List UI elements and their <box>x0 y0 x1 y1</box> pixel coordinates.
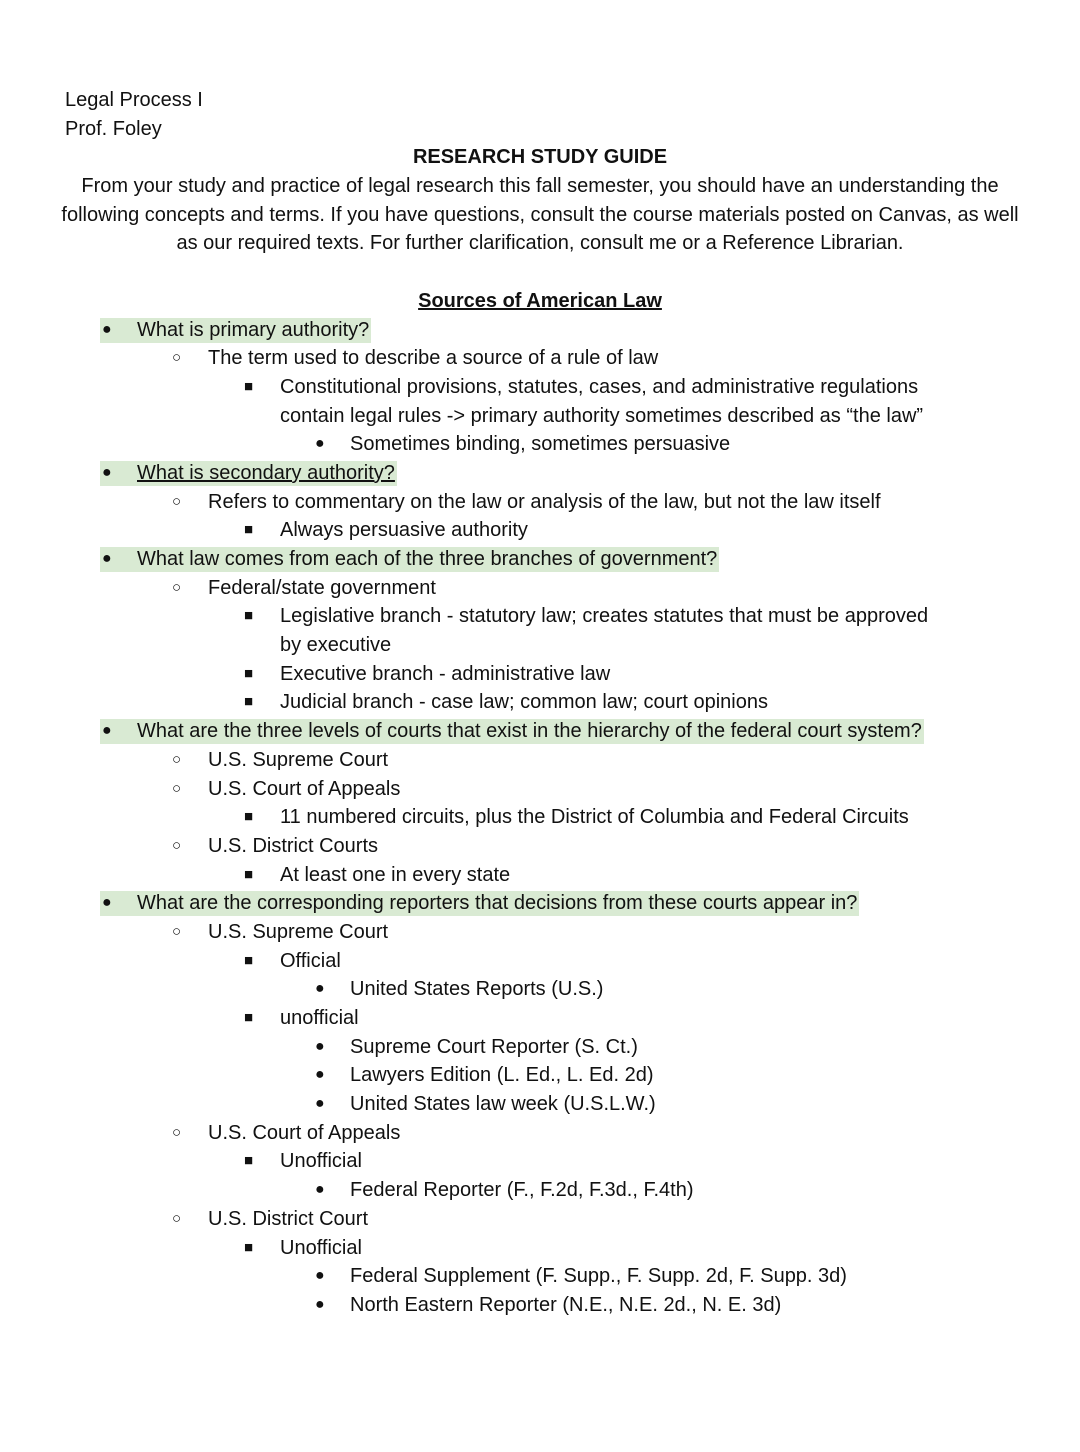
bullet-disc-icon: ● <box>315 1066 325 1084</box>
list-item-text: Supreme Court Reporter (S. Ct.) <box>350 1035 638 1058</box>
list-item-level-3 <box>0 1004 1080 1033</box>
list-item-level-4 <box>0 1033 1080 1062</box>
list-item-level-4 <box>0 1291 1080 1320</box>
bullet-disc-icon: ● <box>315 1037 325 1055</box>
bullet-circle-icon: ○ <box>172 349 182 367</box>
section-heading: Sources of American Law <box>418 289 662 312</box>
list-item-text: Sometimes binding, sometimes persuasive <box>350 433 731 456</box>
list-item-level-3 <box>0 602 1080 631</box>
list-item-level-2 <box>0 832 1080 861</box>
list-item-level-4 <box>0 1061 1080 1090</box>
list-item-level-3 <box>0 402 1080 431</box>
list-item-level-3 <box>0 1147 1080 1176</box>
bullet-square-icon: ■ <box>244 607 254 625</box>
list-item-level-2 <box>0 488 1080 517</box>
list-item-text: The term used to describe a source of a rule of law <box>208 347 659 370</box>
list-item-text: U.S. Supreme Court <box>208 748 389 771</box>
list-item-level-1 <box>0 459 1080 488</box>
list-item-level-1 <box>0 717 1080 746</box>
list-item-level-1 <box>0 545 1080 574</box>
list-item-level-2 <box>0 344 1080 373</box>
bullet-disc-icon: ● <box>315 1181 325 1199</box>
bullet-square-icon: ■ <box>244 664 254 682</box>
bullet-square-icon: ■ <box>244 808 254 826</box>
list-item-level-3 <box>0 631 1080 660</box>
list-item-text: What are the corresponding reporters that decisions from these courts appear in? <box>137 892 858 915</box>
document-page <box>0 86 1080 1320</box>
bullet-square-icon: ■ <box>244 1152 254 1170</box>
document-title: RESEARCH STUDY GUIDE <box>412 146 668 169</box>
bullet-circle-icon: ○ <box>172 1209 182 1227</box>
list-item-level-3 <box>0 1234 1080 1263</box>
list-item-level-2 <box>0 775 1080 804</box>
bullet-disc-icon: ● <box>102 722 112 740</box>
list-item-text: unofficial <box>280 1007 359 1030</box>
list-item-level-2 <box>0 1119 1080 1148</box>
spacer <box>0 258 1080 287</box>
bullet-disc-icon: ● <box>102 550 112 568</box>
list-item-text: 11 numbered circuits, plus the District of Columbia and Federal Circuits <box>280 806 909 829</box>
list-item-text: U.S. Court of Appeals <box>208 1121 401 1144</box>
bullet-disc-icon: ● <box>102 320 112 338</box>
bullet-square-icon: ■ <box>244 377 254 395</box>
list-item-text: What are the three levels of courts that exist in the hierarchy of the federal court system? <box>137 720 922 743</box>
bullet-circle-icon: ○ <box>172 922 182 940</box>
list-item-level-3 <box>0 373 1080 402</box>
list-item-text: United States Reports (U.S.) <box>350 978 604 1001</box>
list-item-text: U.S. District Court <box>208 1207 369 1230</box>
bullet-square-icon: ■ <box>244 865 254 883</box>
bullet-disc-icon: ● <box>315 980 325 998</box>
list-item-text: United States law week (U.S.L.W.) <box>350 1093 656 1116</box>
list-item-text: North Eastern Reporter (N.E., N.E. 2d., N. E. 3d) <box>350 1293 782 1316</box>
bullet-circle-icon: ○ <box>172 492 182 510</box>
bullet-disc-icon: ● <box>315 1267 325 1285</box>
professor-name: Prof. Foley <box>65 117 162 140</box>
bullet-square-icon: ■ <box>244 521 254 539</box>
bullet-square-icon: ■ <box>244 1238 254 1256</box>
list-item-level-2 <box>0 918 1080 947</box>
list-item-text: Legislative branch - statutory law; creates statutes that must be approved <box>280 605 929 628</box>
list-item-level-2 <box>0 1205 1080 1234</box>
list-item-text: Lawyers Edition (L. Ed., L. Ed. 2d) <box>350 1064 654 1087</box>
list-item-text: U.S. Court of Appeals <box>208 777 401 800</box>
bullet-disc-icon: ● <box>102 463 112 481</box>
list-item-level-3 <box>0 516 1080 545</box>
list-item-level-3 <box>0 688 1080 717</box>
list-item-text: by executive <box>280 634 392 657</box>
bullet-square-icon: ■ <box>244 951 254 969</box>
bullet-circle-icon: ○ <box>172 779 182 797</box>
course-name: Legal Process I <box>65 89 203 111</box>
list-item-text: What is primary authority? <box>137 318 370 341</box>
bullet-disc-icon: ● <box>102 894 112 912</box>
bullet-circle-icon: ○ <box>172 836 182 854</box>
list-item-text: Constitutional provisions, statutes, cases, and administrative regulations <box>280 375 919 398</box>
list-item-text: Unofficial <box>280 1236 362 1259</box>
bullet-circle-icon: ○ <box>172 750 182 768</box>
list-item-text: U.S. District Courts <box>208 834 379 857</box>
bullet-circle-icon: ○ <box>172 578 182 596</box>
list-item-text: What law comes from each of the three branches of government? <box>137 548 718 571</box>
bullet-square-icon: ■ <box>244 693 254 711</box>
list-item-level-3 <box>0 861 1080 890</box>
list-item-level-3 <box>0 803 1080 832</box>
outline-list <box>0 316 1080 1320</box>
list-item-level-1 <box>0 316 1080 345</box>
list-item-level-3 <box>0 947 1080 976</box>
list-item-text: Federal Reporter (F., F.2d, F.3d., F.4th) <box>350 1179 694 1202</box>
list-item-text: Official <box>280 949 341 972</box>
list-item-text: At least one in every state <box>280 863 511 886</box>
list-item-level-4 <box>0 1176 1080 1205</box>
list-item-text: Judicial branch - case law; common law; court opinions <box>280 691 768 714</box>
list-item-text: contain legal rules -> primary authority sometimes described as “the law” <box>280 404 924 427</box>
list-item-text: What is secondary authority? <box>137 461 395 484</box>
bullet-square-icon: ■ <box>244 1009 254 1027</box>
list-item-text: Federal Supplement (F. Supp., F. Supp. 2d, F. Supp. 3d) <box>350 1265 847 1288</box>
list-item-level-3 <box>0 660 1080 689</box>
list-item-level-2 <box>0 746 1080 775</box>
list-item-level-2 <box>0 574 1080 603</box>
list-item-text: Federal/state government <box>208 576 436 599</box>
list-item-level-4 <box>0 1090 1080 1119</box>
list-item-level-4 <box>0 1262 1080 1291</box>
list-item-text: U.S. Supreme Court <box>208 920 389 943</box>
list-item-text: Refers to commentary on the law or analysis of the law, but not the law itself <box>208 490 881 513</box>
bullet-disc-icon: ● <box>315 435 325 453</box>
intro-paragraph: From your study and practice of legal research this fall semester, you should have an understanding the following concepts and terms. If you have questions, consult the course materials posted on Canvas, as well as our required texts. For further clarification, consult me or a Reference Librarian. <box>61 175 1019 255</box>
list-item-level-4 <box>0 975 1080 1004</box>
list-item-text: Unofficial <box>280 1150 362 1173</box>
list-item-text: Executive branch - administrative law <box>280 662 611 685</box>
list-item-text: Always persuasive authority <box>280 519 528 542</box>
list-item-level-1 <box>0 889 1080 918</box>
bullet-disc-icon: ● <box>315 1295 325 1313</box>
bullet-circle-icon: ○ <box>172 1123 182 1141</box>
bullet-disc-icon: ● <box>315 1095 325 1113</box>
list-item-level-4 <box>0 430 1080 459</box>
